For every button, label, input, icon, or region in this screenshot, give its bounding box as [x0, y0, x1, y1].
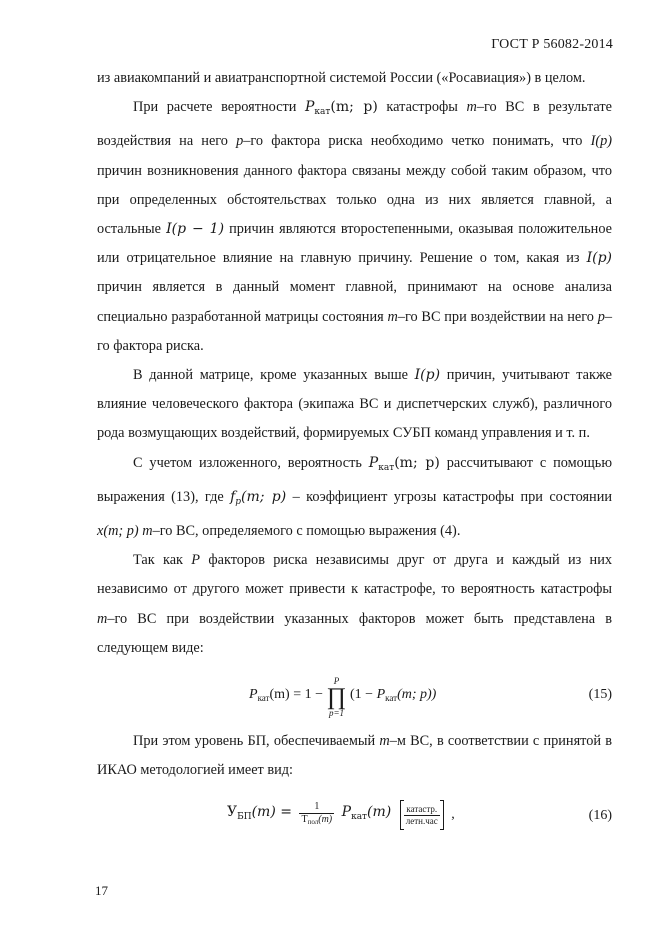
paragraph-safety-level [97, 727, 612, 785]
subscript: кат [351, 812, 368, 823]
text: причин, учитывают также влияние человеческого фактора (экипажа ВС и диспетчерских служб), различного рода возмущающих воздействий, формируемых СУБП команд управления и т. п. [97, 367, 612, 442]
paragraph-probability-calc [97, 93, 612, 361]
lhs-argument: (m) = [251, 804, 292, 821]
paragraph-matrix [97, 361, 612, 449]
text: факторов риска независимы друг от друга и каждый из них независимо от другого может привести к катастрофе, то вероятность катастрофы [97, 552, 613, 598]
var-ip: I(p) [590, 133, 612, 150]
text: При расчете вероятности [133, 99, 305, 116]
text: причин возникновения данного фактора связаны между собой таким образом, что при определенных обстоятельствах только одна из них является главной, а остальные [97, 162, 612, 238]
text: При этом уровень БП, обеспечиваемый [133, 733, 380, 750]
text: –го ВС, определяемого с помощью выражения (4). [152, 523, 461, 540]
text: причин являются второстепенными, оказывая положительное или отрицательное влияние на главную причину. Решение о том, какая из [97, 221, 612, 267]
formula-15 [97, 663, 612, 727]
text: –го фактора риска. [97, 308, 612, 354]
paragraph-text: из авиакомпаний и авиатранспортной системой России («Росавиация») в целом. [97, 70, 586, 86]
formula-15-number: (15) [588, 687, 612, 703]
var-p: p [236, 133, 244, 150]
rhs-open: (1 − [350, 687, 377, 703]
product-upper-limit: P [333, 675, 340, 686]
symbol: P [341, 804, 352, 821]
var-m: m [379, 733, 390, 750]
text: катастрофы [377, 99, 467, 116]
fraction-one-over-tpol [299, 801, 334, 828]
var-m: m [387, 308, 398, 325]
subscript: пол [307, 818, 319, 827]
var-x: x(m; p) m [97, 523, 153, 540]
symbol: P [376, 687, 386, 703]
subscript: кат [378, 462, 395, 473]
paragraph-independent-factors [97, 546, 612, 663]
var-p-upper: P [191, 552, 201, 569]
formula-15-expression [249, 663, 436, 727]
symbol: P [249, 687, 258, 703]
trailing-comma: , [451, 806, 455, 822]
text: – коэффициент угрозы катастрофы при состоянии [286, 488, 612, 505]
inline-formula-ip-minus-1: I(p − 1) [166, 221, 225, 238]
unit-denominator: летн.час [405, 815, 438, 826]
unit-fraction [404, 804, 440, 827]
subscript: кат [385, 693, 398, 704]
text: причин является в данный момент главной, принимают на основе анализа специально разработанной матрицы состояния [97, 279, 612, 325]
unit-numerator: катастр. [404, 804, 440, 816]
document-body [97, 64, 612, 839]
product-lower-limit: p=1 [328, 707, 345, 718]
unit-bracket [400, 800, 444, 829]
lhs-argument: (m) = 1 − [269, 687, 324, 703]
argument: (m) [318, 814, 333, 826]
text: рассчитывают с помощью выражения (13), где [97, 454, 613, 505]
inline-formula-ip: I(p) [414, 367, 441, 384]
symbol: P [304, 99, 315, 116]
var-m: m [97, 610, 108, 627]
subscript: кат [314, 107, 331, 118]
text: –го ВС при воздействии указанных факторов может быть представлена в следующем виде: [97, 610, 612, 656]
paragraph-continuation [97, 64, 612, 93]
subscript: БП [237, 812, 252, 823]
inline-formula-ip: I(p) [586, 250, 612, 267]
formula-16-number: (16) [588, 808, 612, 824]
text: В данной матрице, кроме указанных выше [133, 367, 415, 384]
paragraph-considering [97, 449, 612, 547]
subscript: p [235, 496, 242, 507]
symbol: У [227, 804, 238, 821]
symbol: T [301, 814, 308, 826]
argument: (m) [367, 804, 392, 821]
symbol: f [230, 488, 236, 505]
product-sign: ∏ [326, 683, 347, 710]
page-number: 17 [95, 883, 108, 898]
text: –го ВС при воздействии на него [397, 308, 598, 325]
formula-16-expression [227, 785, 455, 839]
standard-id-header: ГОСТ Р 56082-2014 [491, 37, 613, 52]
rhs-argument: (m; p)) [397, 687, 437, 703]
product-operator [327, 676, 347, 718]
inline-formula-pkat [304, 99, 378, 118]
inline-formula-fp [230, 489, 286, 505]
argument: (m; p) [330, 99, 378, 116]
argument: (m; p) [394, 454, 440, 471]
text: –м ВС, в соответствии с принятой в ИКАО методологией имеет вид: [97, 733, 612, 779]
argument: (m; p) [241, 488, 287, 505]
inline-formula-pkat [369, 455, 440, 471]
formula-16 [97, 785, 612, 839]
var-m: m [466, 99, 477, 116]
fraction-denominator [299, 814, 334, 828]
symbol: P [368, 454, 379, 471]
text: –го фактора риска необходимо четко понимать, что [243, 133, 591, 150]
subscript: кат [257, 693, 270, 704]
var-p: p [597, 308, 605, 325]
text: –го ВС в результате воздействия на него [97, 99, 612, 150]
fraction-numerator: 1 [299, 801, 334, 814]
text: Так как [133, 552, 192, 569]
text: С учетом изложенного, вероятность [133, 454, 369, 471]
